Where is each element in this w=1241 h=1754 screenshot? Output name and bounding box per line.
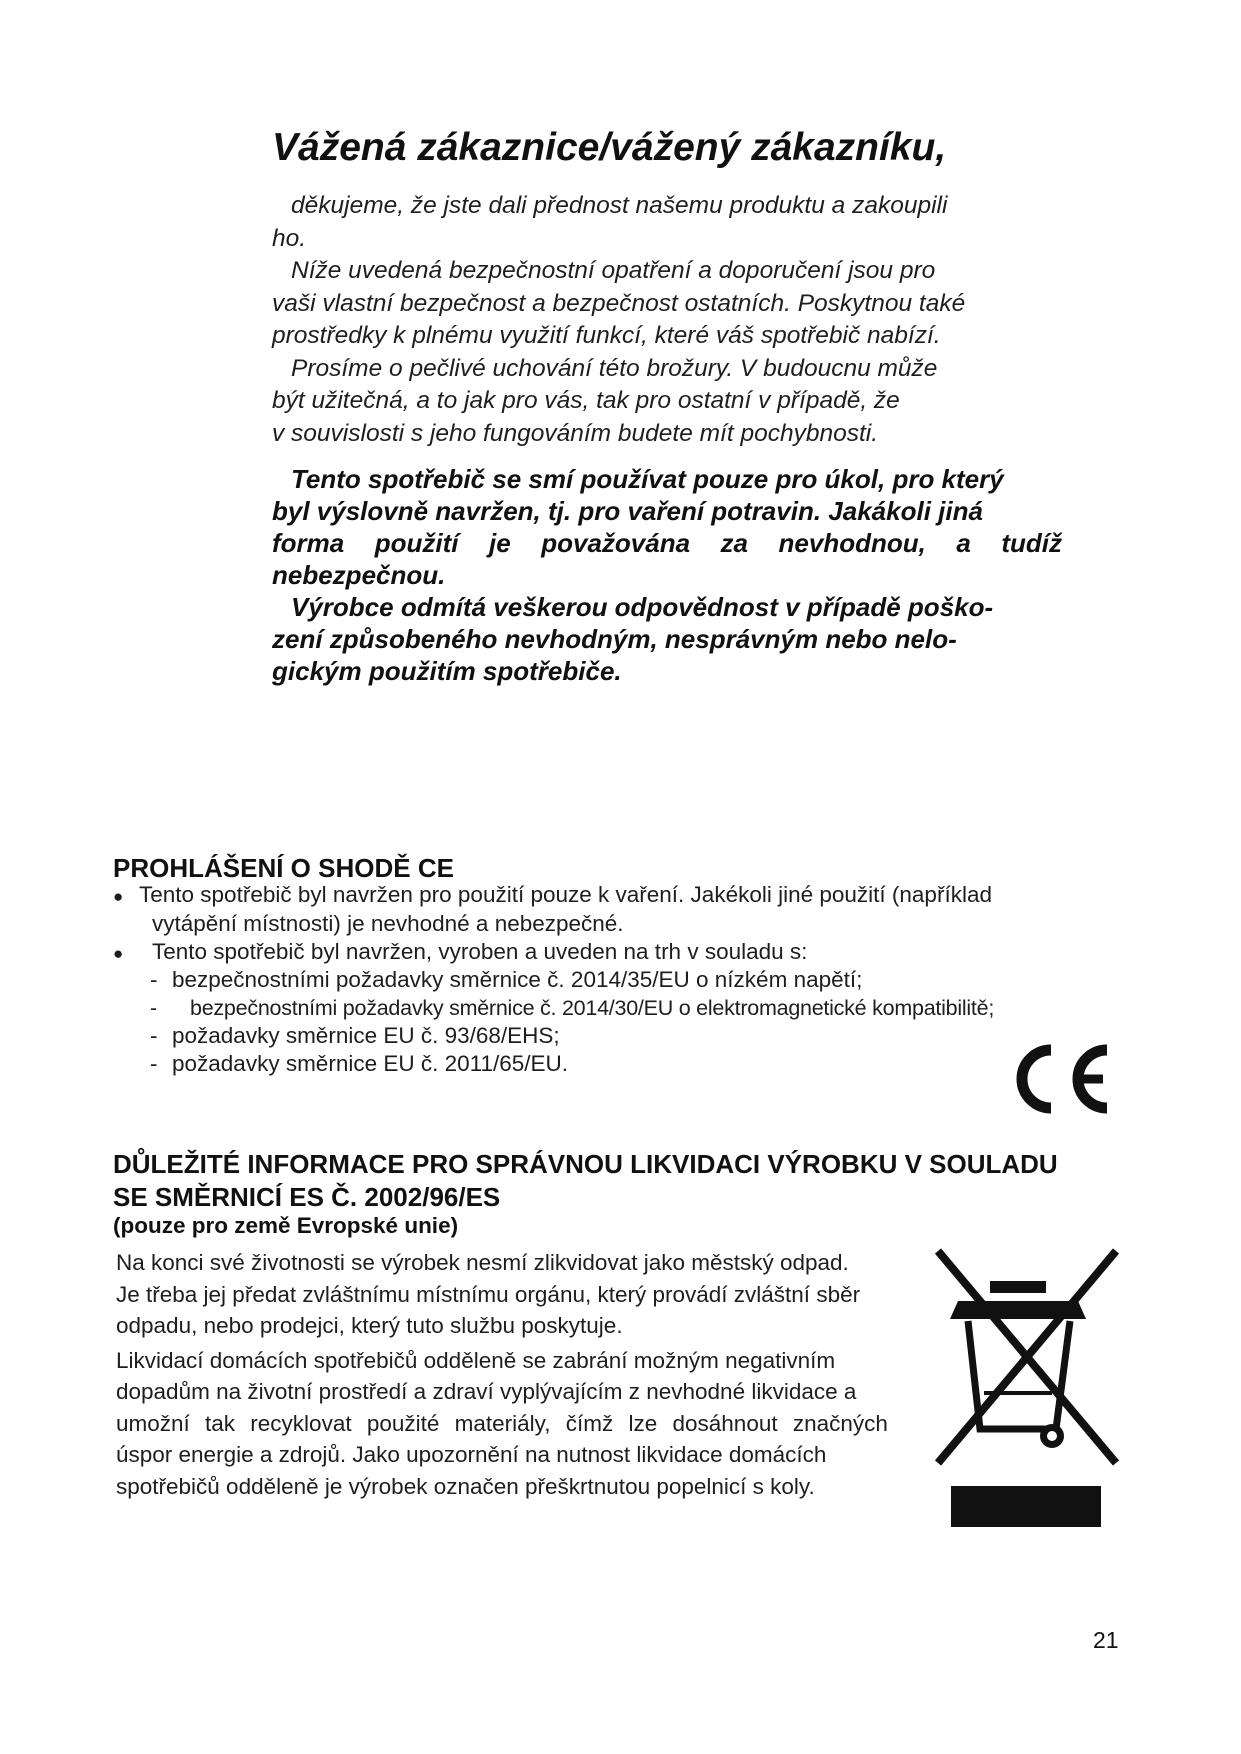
ce-directive-2: - bezpečnostními požadavky směrnice č. 2014/30/EU o elektromagnetické kompatibilitě; <box>150 996 995 1020</box>
warning-paragraph-2: Výrobce odmítá veškerou odpovědnost v případě poško- zení způsobeného nevhodným, nesprávným nebo nelo- gickým použitím spotřebiče. <box>272 592 994 686</box>
ce-bullet-1: ● Tento spotřebič byl navržen pro použití pouze k vaření. Jakékoli jiné použití (například <box>113 882 992 907</box>
intro-paragraph-3: Prosíme o pečlivé uchování této brožury. V budoucnu může být užitečná, a to jak pro vás, tak pro ostatní v případě, že v souvislosti s jeho fungováním budete mít pochybnosti. <box>272 354 938 447</box>
intro-paragraph-2: Níže uvedená bezpečnostní opatření a doporučení jsou pro vaši vlastní bezpečnost a bezpečnost ostatních. Poskytnou také prostředky k plnému využití funkcí, které váš spotřebič nabízí. <box>272 257 966 349</box>
ce-mark-icon <box>1010 1040 1112 1118</box>
intro-text <box>272 190 1072 450</box>
ce-declaration-heading: PROHLÁŠENÍ O SHODĚ CE <box>113 853 454 883</box>
page-number: 21 <box>1093 1627 1119 1653</box>
disposal-subheading: (pouze pro země Evropské unie) <box>113 1213 459 1238</box>
crossed-out-wheelie-bin-icon <box>928 1243 1128 1533</box>
ce-directive-4: - požadavky směrnice EU č. 2011/65/EU. <box>150 1051 569 1076</box>
ce-directive-1: - bezpečnostními požadavky směrnice č. 2014/35/EU o nízkém napětí; <box>150 967 863 992</box>
ce-bullet-2: ● Tento spotřebič byl navržen, vyroben a uveden na trh v souladu s: <box>113 939 808 964</box>
intro-paragraph-1: děkujeme, že jste dali přednost našemu produktu a zakoupili ho. <box>272 192 948 252</box>
disposal-heading: DŮLEŽITÉ INFORMACE PRO SPRÁVNOU LIKVIDACI VÝROBKU V SOULADU SE SMĚRNICÍ ES Č. 2002/96/ES <box>113 1149 1058 1212</box>
greeting-title: Vážená zákaznice/vážený zákazníku, <box>272 126 947 169</box>
warning-paragraph-1: Tento spotřebič se smí používat pouze pro úkol, pro který byl výslovně navržen, tj. pro vaření potravin. Jakákoli jiná forma použití je považována za nevhodnou, a tudíž nebezpečnou. <box>272 464 1062 590</box>
disposal-text: Na konci své životnosti se výrobek nesmí zlikvidovat jako městský odpad. Je třeba jej předat zvláštnímu místnímu orgánu, který provádí zvláštní sběr odpadu, nebo prodejci, který tuto službu poskytuje. Likvidací domácích spotřebičů odděleně se zabrání možným negativním dopadům na životní prostředí a zdraví vyplývajícím z nevhodné likvidace a umožní tak recyklovat použité materiály, čímž lze dosáhnout značných úspor energie a zdrojů. Jako upozornění na nutnost likvidace domácích spotřebičů odděleně je výrobek označen přeškrtnutou popelnicí s koly. <box>116 1250 888 1499</box>
ce-directive-3: - požadavky směrnice EU č. 93/68/EHS; <box>150 1023 560 1048</box>
usage-warning <box>272 463 1062 687</box>
ce-bullet-1-cont: vytápění místnosti) je nevhodné a nebezpečné. <box>152 911 624 936</box>
